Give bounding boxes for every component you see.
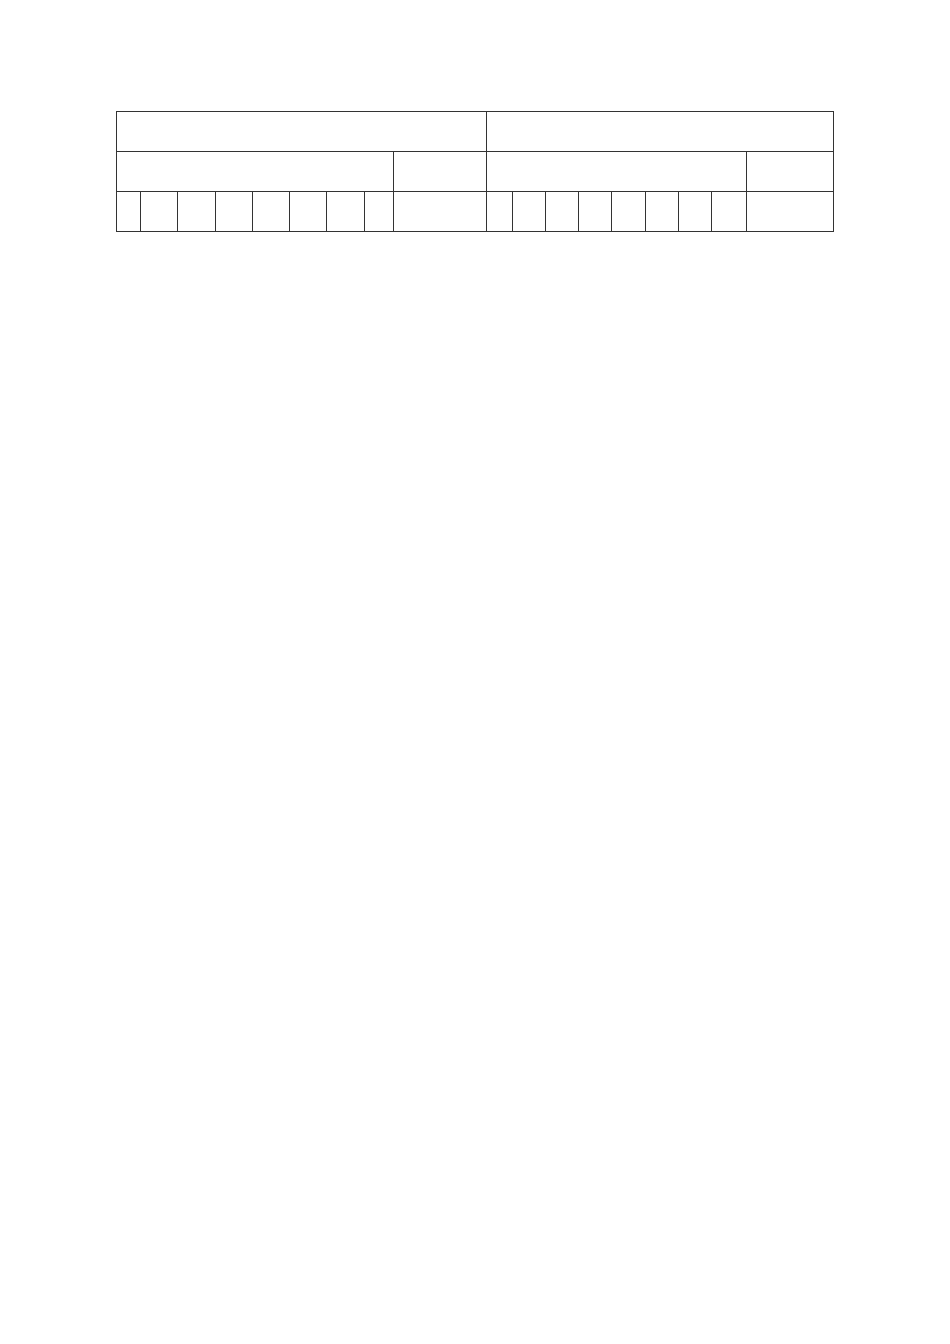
weekday-header <box>545 192 578 232</box>
semester-1-title <box>117 112 487 152</box>
weekday-header <box>711 192 746 232</box>
semester-2-title <box>486 112 834 152</box>
semester-start-row <box>117 152 834 192</box>
weekday-header <box>215 192 252 232</box>
semester-1-start-blank <box>393 152 486 192</box>
weekday-header <box>252 192 289 232</box>
weekday-header <box>141 192 178 232</box>
weekday-header <box>612 192 645 232</box>
weekday-header <box>579 192 612 232</box>
weekday-header <box>327 192 364 232</box>
semester-1-start <box>117 152 394 192</box>
semester-2-start-blank <box>747 152 834 192</box>
week-col-blank-2 <box>486 192 512 232</box>
semester-2-start <box>486 152 747 192</box>
week-col-blank-1 <box>117 192 141 232</box>
school-calendar-table <box>116 111 834 232</box>
weekday-header <box>645 192 678 232</box>
remark-header <box>393 192 486 232</box>
weekday-header <box>178 192 215 232</box>
remark-header <box>747 192 834 232</box>
weekday-header <box>678 192 711 232</box>
semester-title-row <box>117 112 834 152</box>
weekday-header <box>364 192 393 232</box>
weekday-header <box>512 192 545 232</box>
weekday-header <box>290 192 327 232</box>
weekday-header-row <box>117 192 834 232</box>
